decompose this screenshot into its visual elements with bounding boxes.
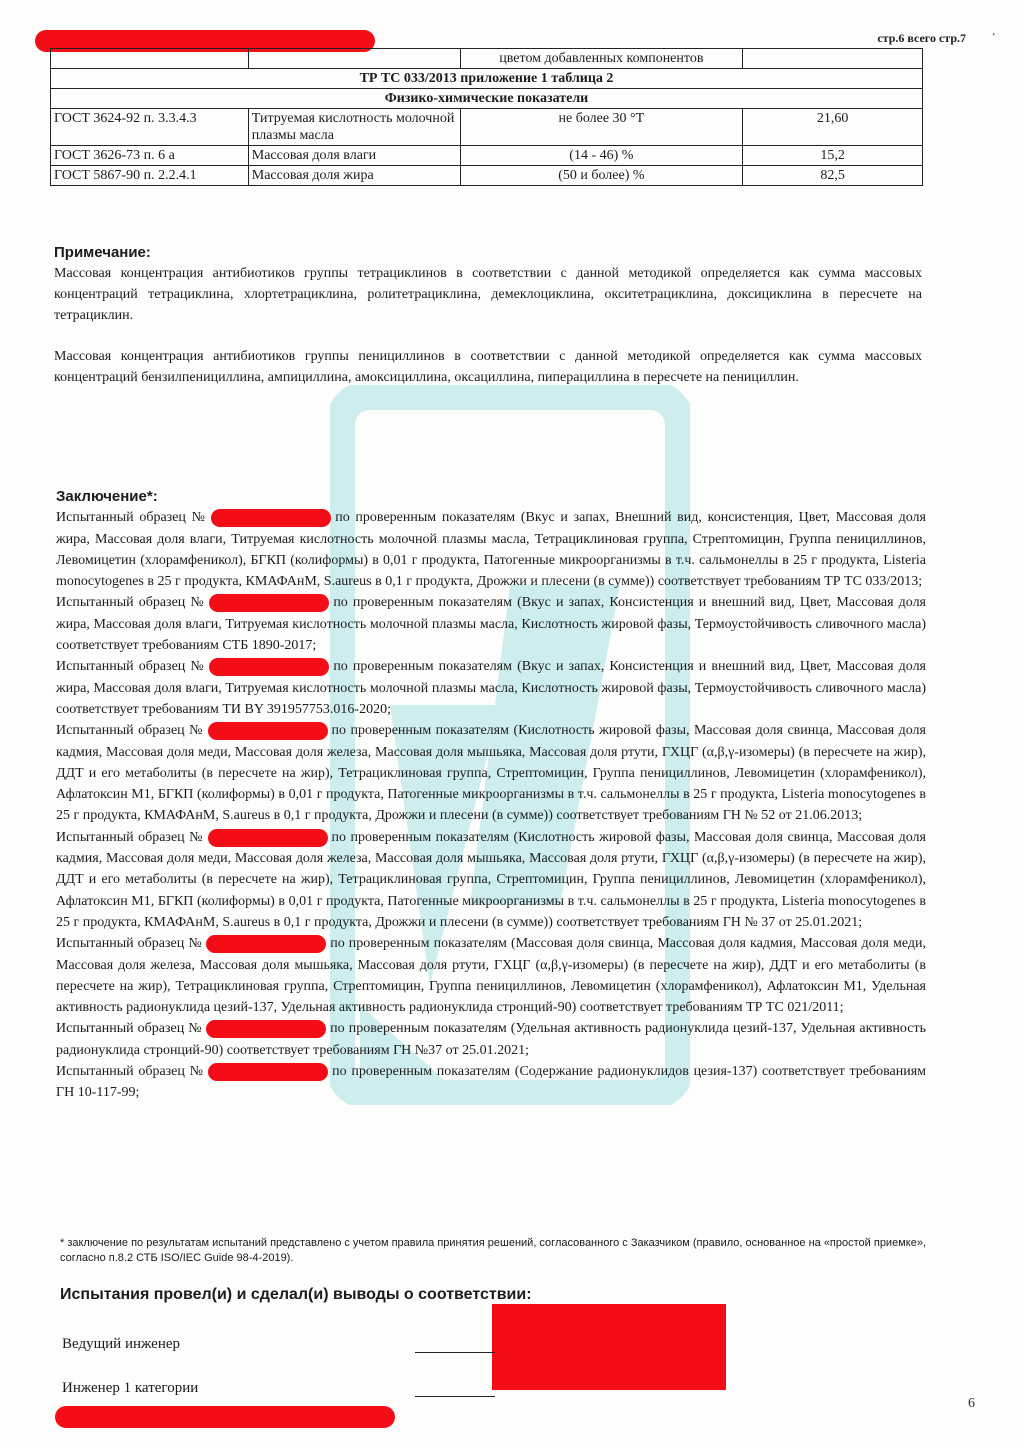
conclusion-item: Испытанный образец № по проверенным показателям (Кислотность жировой фазы, Массовая доля свинца, Массовая доля кадмия, Массовая доля меди, Массовая доля железа, Массовая доля мышьяка, Массовая доля ртути, ГХЦГ (α,β,γ-изомеры) (в пересчете на жир), ДДТ и его метаболиты (в пересчете на жир), Тетрациклиновая группа, Стрептомицин, Группа пенициллинов, Левомицетин (хлорамфеникол), Афлатоксин М1, БГКП (колиформы) в 0,01 г продукта, Патогенные микроорганизмы в т.ч. сальмонеллы в 25 г продукта, Listeria monocytogenes в 25 г продукта, КМАФАнМ, S.aureus в 0,1 г продукта, Дрожжи и плесени (в сумме)) соответствует требованиям ГН № 37 от 25.01.2021; bbox=[56, 829, 926, 930]
redaction-sample-id bbox=[208, 722, 328, 740]
note-paragraph: Массовая концентрация антибиотиков группы тетрациклинов в соответствии с данной методикой определяется как сумма массовых концентраций тетрациклина, хлортетрациклина, ролитетрациклина, демеклоциклина, окситетрациклина, доксициклина в пересчете на тетрациклин. bbox=[54, 266, 922, 323]
signatures-heading: Испытания провел(и) и сделал(и) выводы о соответствии: bbox=[60, 1286, 532, 1303]
conclusion-item: Испытанный образец № по проверенным показателям (Вкус и запах, Консистенция и внешний вид, Цвет, Массовая доля жира, Массовая доля влаги, Титруемая кислотность молочной плазмы масла, Кислотность жировой фазы, Термоустойчивость сливочного масла) соответствует требованиям ТИ BY 391957753.016-2020; bbox=[56, 659, 926, 717]
result-cell: 15,2 bbox=[743, 146, 923, 166]
redaction-sample-id bbox=[206, 1020, 326, 1038]
redaction-sample-id bbox=[208, 829, 328, 847]
redaction-sample-id bbox=[211, 509, 331, 527]
conclusion-heading: Заключение*: bbox=[56, 488, 158, 505]
table-row bbox=[51, 89, 923, 109]
table-cell: цветом добавленных компонентов bbox=[460, 49, 743, 69]
table-row bbox=[51, 49, 923, 69]
indicator-cell: Массовая доля жира bbox=[248, 166, 460, 186]
indicator-cell: Массовая доля влаги bbox=[248, 146, 460, 166]
conclusion-item: Испытанный образец № по проверенным показателям (Массовая доля свинца, Массовая доля кадмия, Массовая доля меди, Массовая доля железа, Массовая доля мышьяка, Массовая доля ртути, ГХЦГ (α,β,γ-изомеры) (в пересчете на жир), ДДТ и его метаболиты (в пересчете на жир), Тетрациклиновая группа, Стрептомицин, Группа пенициллинов, Левомицетин (хлорамфеникол), Афлатоксин М1, Удельная активность радионуклида цезий-137, Удельная активность радионуклида стронций-90) соответствует требованиям ТР ТС 021/2011; bbox=[56, 936, 926, 1016]
conclusion-item: Испытанный образец № по проверенным показателям (Удельная активность радионуклида цезий-137, Удельная активность радионуклида стронций-90) соответствует требованиям ГН №37 от 25.01.2021; bbox=[56, 1021, 926, 1058]
page-number: стр.6 всего стр.7 bbox=[877, 31, 966, 45]
redaction-sample-id bbox=[208, 1063, 328, 1081]
group-title: Физико-химические показатели bbox=[51, 89, 923, 109]
signature-line bbox=[415, 1352, 495, 1353]
redaction-bottom bbox=[55, 1406, 395, 1428]
table-row bbox=[51, 69, 923, 89]
note-paragraph: Массовая концентрация антибиотиков группы пенициллинов в соответствии с данной методикой определяется как сумма массовых концентраций бензилпенициллина, ампициллина, амоксициллина, оксациллина, пиперациллина в пересчете на пенициллин. bbox=[54, 349, 922, 385]
footer-mark: 6 bbox=[968, 1396, 975, 1411]
conclusion-section bbox=[56, 486, 926, 1104]
redaction-signature bbox=[492, 1304, 726, 1390]
method-cell: ГОСТ 3626-73 п. 6 а bbox=[51, 146, 249, 166]
table-row bbox=[51, 109, 923, 146]
corner-mark: · bbox=[991, 28, 996, 43]
note-heading: Примечание: bbox=[54, 244, 151, 261]
result-cell: 21,60 bbox=[743, 109, 923, 146]
lead-engineer-label: Ведущий инженер bbox=[62, 1336, 181, 1352]
table-row bbox=[51, 146, 923, 166]
method-cell: ГОСТ 3624-92 п. 3.3.4.3 bbox=[51, 109, 249, 146]
indicator-cell: Титруемая кислотность молочной плазмы масла bbox=[248, 109, 460, 146]
conclusion-item: Испытанный образец № по проверенным показателям (Вкус и запах, Консистенция и внешний вид, Цвет, Массовая доля жира, Массовая доля влаги, Титруемая кислотность молочной плазмы масла, Кислотность жировой фазы, Термоустойчивость сливочного масла) соответствует требованиям СТБ 1890-2017; bbox=[56, 595, 926, 654]
footnote: * заключение по результатам испытаний представлено с учетом правила принятия решений, согласованного с Заказчиком (правило, основанное на «простой приемке», согласно п.8.2 СТБ ISO/IEC Guide 98-4-2019). bbox=[60, 1237, 926, 1264]
signature-line bbox=[415, 1396, 495, 1397]
norm-cell: не более 30 °Т bbox=[460, 109, 743, 146]
conclusion-item: Испытанный образец № по проверенным показателям (Кислотность жировой фазы, Массовая доля свинца, Массовая доля кадмия, Массовая доля меди, Массовая доля железа, Массовая доля мышьяка, Массовая доля ртути, ГХЦГ (α,β,γ-изомеры) (в пересчете на жир), ДДТ и его метаболиты (в пересчете на жир), Тетрациклиновая группа, Стрептомицин, Группа пенициллинов, Левомицетин (хлорамфеникол), Афлатоксин М1, БГКП (колиформы) в 0,01 г продукта, Патогенные микроорганизмы в т.ч. сальмонеллы в 25 г продукта, Listeria monocytogenes в 25 г продукта, КМАФАнМ, S.aureus в 0,1 г продукта, Дрожжи и плесени (в сумме)) соответствует требованиям ГН № 52 от 21.06.2013; bbox=[56, 723, 926, 824]
table-row bbox=[51, 166, 923, 186]
note-section bbox=[54, 242, 922, 388]
conclusion-item: Испытанный образец № по проверенным показателям (Содержание радионуклидов цезия-137) соответствует требованиям ГН 10-117-99; bbox=[56, 1064, 926, 1101]
spec-title: ТР ТС 033/2013 приложение 1 таблица 2 bbox=[51, 69, 923, 89]
result-cell: 82,5 bbox=[743, 166, 923, 186]
norm-cell: (14 - 46) % bbox=[460, 146, 743, 166]
norm-cell: (50 и более) % bbox=[460, 166, 743, 186]
results-table bbox=[50, 48, 923, 186]
redaction-sample-id bbox=[206, 935, 326, 953]
redaction-sample-id bbox=[209, 594, 329, 612]
method-cell: ГОСТ 5867-90 п. 2.2.4.1 bbox=[51, 166, 249, 186]
conclusion-item: Испытанный образец № по проверенным показателям (Вкус и запах, Внешний вид, консистенция, Цвет, Массовая доля жира, Массовая доля влаги, Титруемая кислотность молочной плазмы масла, Тетрациклиновая группа, Стрептомицин, Группа пенициллинов, Левомицетин (хлорамфеникол), БГКП (колиформы) в 0,01 г продукта, Патогенные микроорганизмы в т.ч. сальмонеллы в 25 г продукта, Listeria monocytogenes в 25 г продукта, КМАФАнМ, S.aureus в 0,1 г продукта, Дрожжи и плесени (в сумме)) соответствует требованиям ТР ТС 033/2013; bbox=[56, 510, 926, 590]
redaction-sample-id bbox=[209, 658, 329, 676]
engineer-label: Инженер 1 категории bbox=[62, 1380, 199, 1396]
